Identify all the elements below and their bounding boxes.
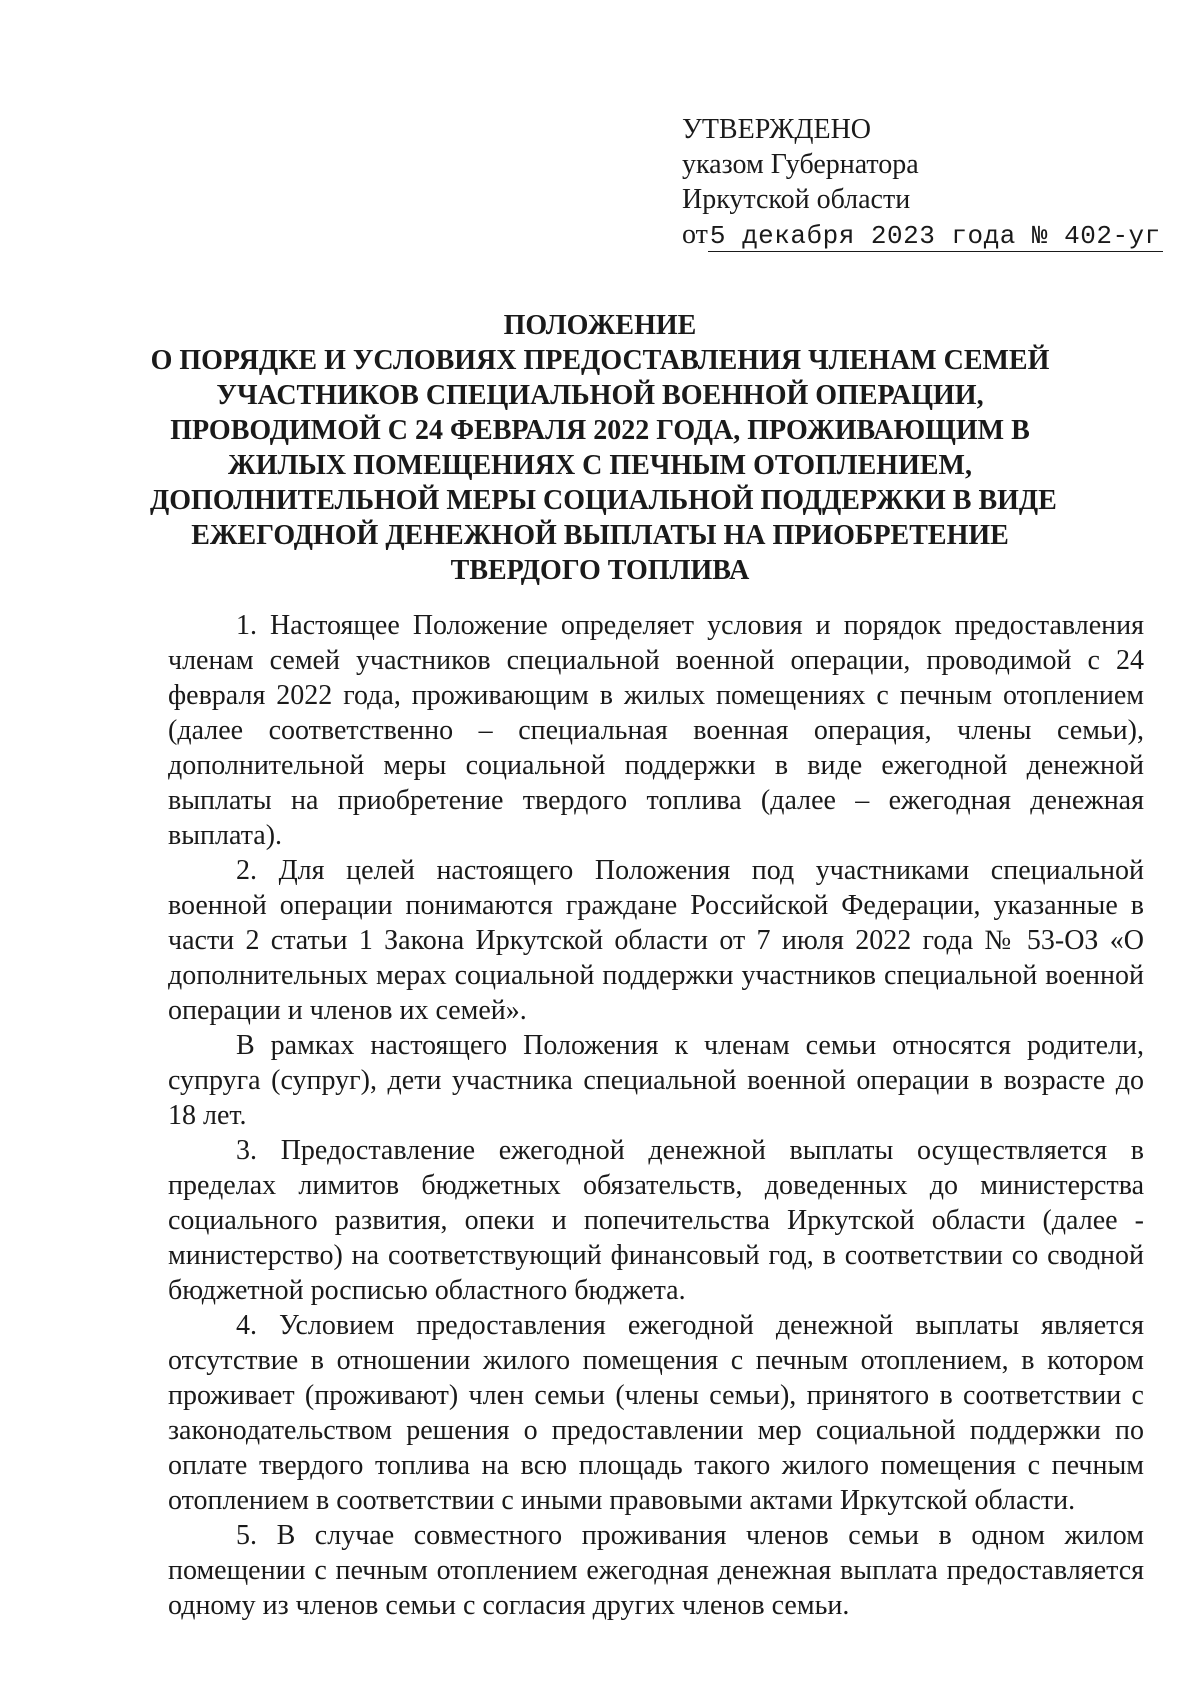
document-title bbox=[150, 308, 1057, 588]
approval-decree-line: указом Губернатора bbox=[682, 149, 919, 180]
approval-stamp bbox=[682, 112, 1163, 254]
approval-heading: УТВЕРЖДЕНО bbox=[682, 114, 872, 145]
paragraph-2: 2. Для целей настоящего Положения под участниками специальной военной операции понимаются граждане Российской Федерации, указанные в части 2 статьи 1 Закона Иркутской области от 7 июля 2022 года № 53-ОЗ «О дополнительных мерах социальной поддержки участников специальной военной операции и членов их семей». bbox=[168, 855, 1144, 1026]
paragraph-3: 3. Предоставление ежегодной денежной выплаты осуществляется в пределах лимитов бюджетных обязательств, доведенных до министерства социального развития, опеки и попечительства Иркутской области (далее - министерство) на соответствующий финансовый год, в соответствии со сводной бюджетной росписью областного бюджета. bbox=[168, 1135, 1144, 1306]
paragraph-5: 5. В случае совместного проживания членов семьи в одном жилом помещении с печным отоплением ежегодная денежная выплата предоставляется одному из членов семьи с согласия других членов семьи. bbox=[168, 1520, 1144, 1621]
document-body bbox=[168, 608, 1144, 1623]
approval-date-line bbox=[682, 217, 1163, 254]
approval-region-line: Иркутской области bbox=[682, 184, 911, 215]
title-line: ТВЕРДОГО ТОПЛИВА bbox=[450, 555, 750, 586]
title-line: ЕЖЕГОДНОЙ ДЕНЕЖНОЙ ВЫПЛАТЫ НА ПРИОБРЕТЕНИЕ bbox=[191, 520, 1009, 551]
title-line: О ПОРЯДКЕ И УСЛОВИЯХ ПРЕДОСТАВЛЕНИЯ ЧЛЕНАМ СЕМЕЙ bbox=[150, 345, 1050, 376]
title-line: ПОЛОЖЕНИЕ bbox=[503, 310, 697, 341]
approval-date-prefix: от bbox=[682, 219, 708, 250]
paragraph-2-family: В рамках настоящего Положения к членам семьи относятся родители, супруга (супруг), дети участника специальной военной операции в возрасте до 18 лет. bbox=[168, 1030, 1144, 1131]
title-line: ДОПОЛНИТЕЛЬНОЙ МЕРЫ СОЦИАЛЬНОЙ ПОДДЕРЖКИ В ВИДЕ bbox=[150, 485, 1057, 516]
title-line: ПРОВОДИМОЙ С 24 ФЕВРАЛЯ 2022 ГОДА, ПРОЖИВАЮЩИМ В bbox=[170, 415, 1030, 446]
approval-date-value: 5 декабря 2023 года № 402-уг bbox=[709, 221, 1161, 251]
paragraph-4: 4. Условием предоставления ежегодной денежной выплаты является отсутствие в отношении жилого помещения с печным отоплением, в котором проживает (проживают) член семьи (члены семьи), принятого в соответствии с законодательством решения о предоставлении мер социальной поддержки по оплате твердого топлива на всю площадь такого жилого помещения с печным отоплением в соответствии с иными правовыми актами Иркутской области. bbox=[168, 1310, 1144, 1516]
title-line: УЧАСТНИКОВ СПЕЦИАЛЬНОЙ ВОЕННОЙ ОПЕРАЦИИ, bbox=[216, 380, 984, 411]
paragraph-1: 1. Настоящее Положение определяет условия и порядок предоставления членам семей участников специальной военной операции, проводимой с 24 февраля 2022 года, проживающим в жилых помещениях с печным отоплением (далее соответственно – специальная военная операция, члены семьи), дополнительной меры социальной поддержки в виде ежегодной денежной выплаты на приобретение твердого топлива (далее – ежегодная денежная выплата). bbox=[168, 610, 1144, 851]
title-line: ЖИЛЫХ ПОМЕЩЕНИЯХ С ПЕЧНЫМ ОТОПЛЕНИЕМ, bbox=[228, 450, 972, 481]
